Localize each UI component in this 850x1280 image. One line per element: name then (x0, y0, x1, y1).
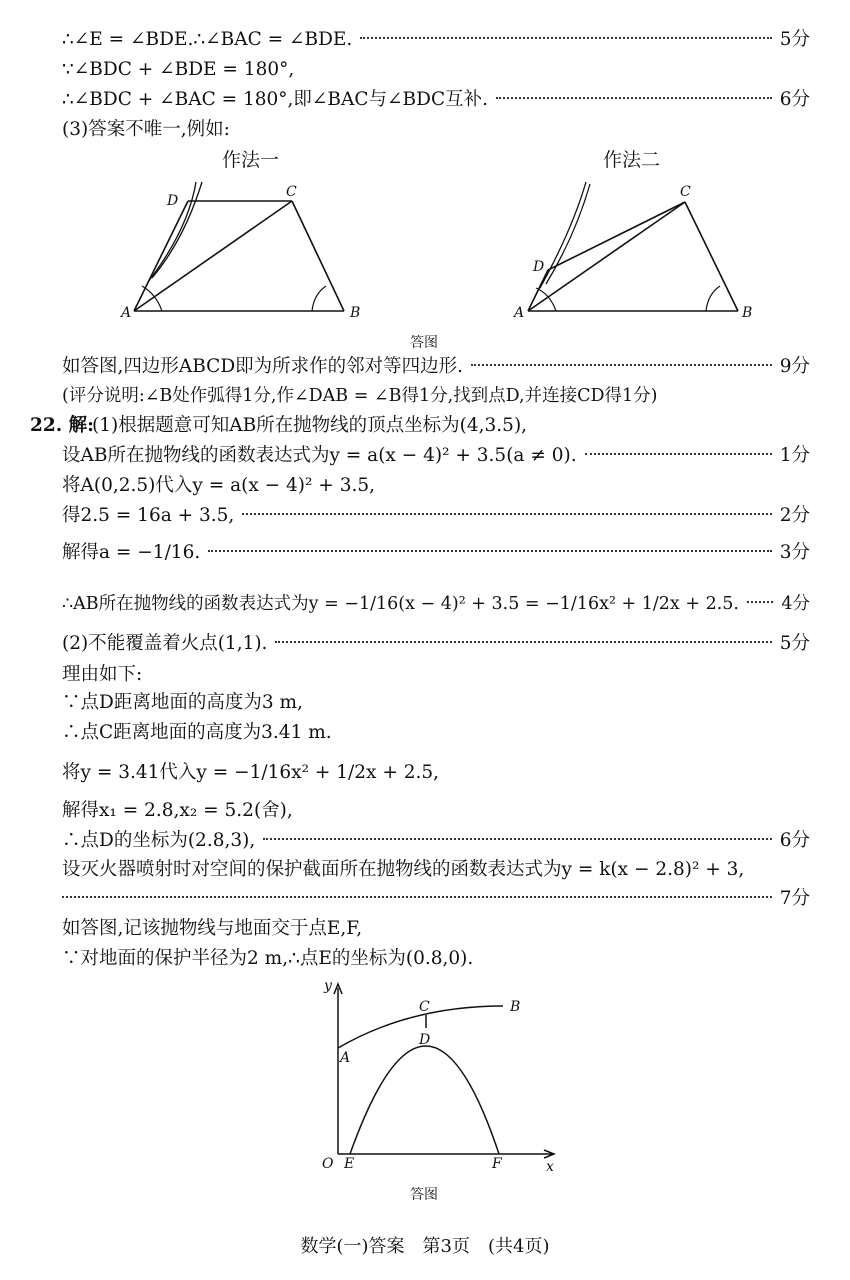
leader-dots (585, 453, 772, 455)
line-16: ∴点C距离地面的高度为3.41 m. (62, 722, 332, 743)
score: 4分 (781, 594, 810, 614)
angle-arc-b (706, 286, 720, 311)
page-footer: 数学(一)答案 第3页 (共4页) (300, 1236, 550, 1257)
line-13: (2)不能覆盖着火点(1,1). 5分 (62, 631, 810, 657)
label-c: C (286, 184, 297, 200)
construction-arc-2 (546, 184, 590, 284)
label-b: B (510, 999, 521, 1015)
label-y: y (324, 978, 332, 994)
line-9: 将A(0,2.5)代入y = a(x − 4)² + 3.5, (62, 475, 375, 496)
figure-caption-1: 答图 (410, 335, 438, 351)
line-2: ∵∠BDC + ∠BDE = 180°, (62, 59, 295, 80)
question-22-label: 22. 解: (30, 415, 94, 436)
leader-dots (275, 641, 771, 643)
leader-dots (496, 97, 772, 99)
line-5: 如答图,四边形ABCD即为所求作的邻对等四边形. 9分 (62, 354, 810, 380)
parabola-protection (350, 1046, 499, 1154)
score: 3分 (779, 542, 810, 563)
line-3: ∴∠BDC + ∠BAC = 180°,即∠BAC与∠BDC互补. 6分 (62, 87, 810, 113)
line-12: ∴AB所在抛物线的函数表达式为y = −1/16(x − 4)² + 3.5 = −1/16x² + 1/2x + 2.5. 4分 (62, 591, 810, 617)
score: 5分 (779, 633, 810, 654)
line-19: ∴点D的坐标为(2.8,3), 6分 (62, 828, 810, 854)
leader-dots (471, 364, 772, 366)
leader-dots (208, 550, 772, 552)
construction-figures (0, 170, 850, 330)
diagonal-ac (134, 201, 292, 311)
edge-ad (134, 201, 188, 311)
score: 6分 (779, 830, 810, 851)
leader-dots (62, 896, 772, 898)
line-21 (62, 886, 810, 912)
line-11: 解得a = −1/16. 3分 (62, 540, 810, 566)
label-x: x (546, 1159, 554, 1175)
label-d: D (419, 1032, 431, 1048)
parabola-figure (300, 978, 570, 1178)
line-15: ∵点D距离地面的高度为3 m, (62, 692, 303, 713)
label-a: A (340, 1050, 351, 1066)
line-10: 得2.5 = 16a + 3.5, 2分 (62, 503, 810, 529)
score: 1分 (779, 445, 810, 466)
leader-dots (747, 601, 773, 603)
label-c: C (419, 999, 430, 1015)
method2-figure (528, 182, 738, 311)
score: 6分 (779, 89, 810, 110)
score: 9分 (779, 356, 810, 377)
label-f: F (492, 1156, 502, 1172)
label-c: C (680, 184, 691, 200)
label-a: A (514, 305, 525, 321)
label-a: A (121, 305, 132, 321)
line-7: (1)根据题意可知AB所在抛物线的顶点坐标为(4,3.5), (92, 415, 528, 436)
line-17: 将y = 3.41代入y = −1/16x² + 1/2x + 2.5, (62, 762, 440, 783)
leader-dots (263, 838, 771, 840)
score: 7分 (779, 888, 810, 909)
label-b: B (742, 305, 753, 321)
line-4: (3)答案不唯一,例如: (62, 119, 230, 140)
score: 5分 (779, 29, 810, 50)
method1-figure (134, 182, 344, 311)
diagonal-ac (528, 202, 685, 311)
label-b: B (350, 305, 361, 321)
line-1: ∴∠E = ∠BDE.∴∠BAC = ∠BDE. 5分 (62, 27, 810, 53)
line-14: 理由如下: (62, 664, 143, 685)
leader-dots (242, 513, 771, 515)
label-o: O (322, 1156, 334, 1172)
line-20: 设灭火器喷射时对空间的保护截面所在抛物线的函数表达式为y = k(x − 2.8)² + 3, (62, 859, 745, 880)
angle-arc-b (312, 286, 326, 311)
leader-dots (360, 37, 771, 39)
edge-dc (548, 202, 685, 270)
angle-arc-a (536, 288, 556, 311)
method1-title: 作法一 (222, 149, 280, 171)
line-8: 设AB所在抛物线的函数表达式为y = a(x − 4)² + 3.5(a ≠ 0). 1分 (62, 443, 810, 469)
line-18: 解得x₁ = 2.8,x₂ = 5.2(舍), (62, 800, 293, 821)
line-23: ∵对地面的保护半径为2 m,∴点E的坐标为(0.8,0). (62, 948, 474, 969)
line-6: (评分说明:∠B处作弧得1分,作∠DAB = ∠B得1分,找到点D,并连接CD得1分) (62, 386, 658, 406)
figure-caption-2: 答图 (410, 1187, 438, 1203)
label-e: E (344, 1156, 355, 1172)
score: 2分 (779, 505, 810, 526)
label-d: D (533, 259, 545, 275)
label-d: D (167, 193, 179, 209)
method2-title: 作法二 (603, 149, 661, 171)
line-22: 如答图,记该抛物线与地面交于点E,F, (62, 918, 363, 939)
